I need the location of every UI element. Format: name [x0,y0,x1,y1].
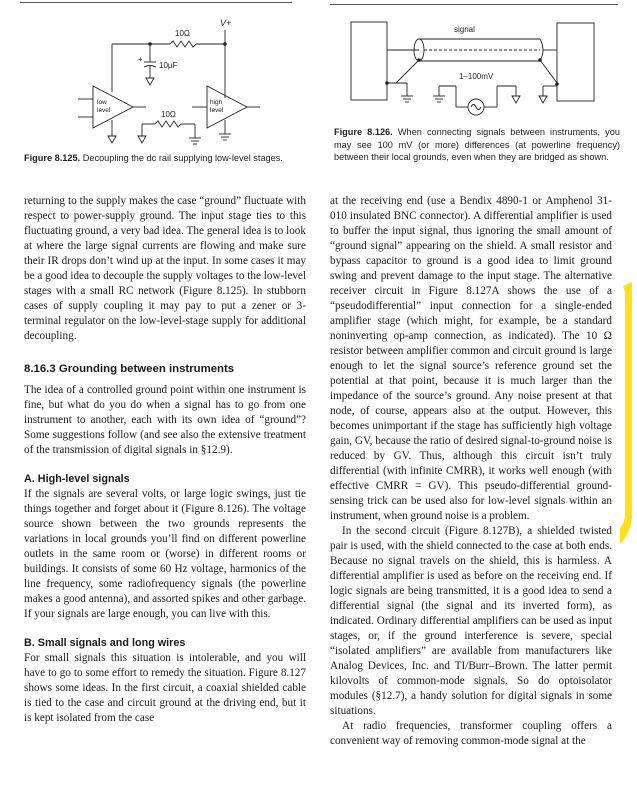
figure-8-126-caption [334,126,620,164]
subsection-heading-b: B. Small signals and long wires [24,637,186,649]
voltage-label: 1–100mV [459,72,494,81]
paragraph: For small signals this situation is intolerable, and you will have to go to some effort to remedy the situation. Figure 8.127 shows some ideas. In the first circuit, a coaxial shielded cable is tied to the case and circuit ground at the driving end, but it is kept isolated from the case [24,652,306,724]
figure-8-126 [340,14,600,120]
top-rule-left [20,2,292,3]
right-column [330,194,612,749]
figure-8-125-caption [24,152,314,165]
paragraph: returning to the supply makes the case “ground” fluctuate with respect to power-supply ground. The input stage ties to this fluctuating ground, a very bad idea. The general idea is to look at where the large signal currents are flowing and make sure their IR drops don’t wind up at the input. In some cases it may be a good idea to decouple the supply voltages to the low-level stages with a small RC network (Figure 8.125). In stubborn cases of supply coupling it may pay to put a zener or 3-terminal regulator on the low-level-stage supply for additional decoupling. [24,195,306,342]
resistor-bottom-label: 10Ω [161,110,176,119]
capacitor-label: 10µF [159,61,178,70]
figure-8-125 [60,10,280,150]
caption-number: Figure 8.126. [334,127,393,137]
caption-number: Figure 8.125. [24,153,81,163]
paragraph: At radio frequencies, transformer coupling offers a convenient way of removing common-mode signal at the [330,720,612,747]
node-dot [417,58,421,62]
node-dot [538,58,542,62]
node-dot [555,82,559,86]
node-dot [385,81,389,85]
low-amp-label-2: level [97,107,111,114]
highlighter-mark [620,278,633,548]
high-amp-label-1: high [210,99,223,106]
vplus-label: V+ [220,18,232,28]
signal-label: signal [454,25,475,34]
paragraph: The idea of a controlled ground point within one instrument is fine, but what do you do when a signal has to go from one instrument to another, each with its own idea of “ground”? Some suggestions follow (and see also the extensive treatment of the transmission of digital signals in §12.9). [24,384,306,456]
resistor-top-label: 10Ω [175,29,190,38]
section-heading: 8.16.3 Grounding between instruments [24,363,235,375]
caption-text: Decoupling the dc rail supplying low-level stages. [80,153,283,163]
figure-8-125-schematic [60,10,280,150]
caption-text: When connecting signals between instruments, you may see 100 mV (or more) differences (at powerline frequency) between their local grounds, even when they are bridged as shown. [334,127,620,163]
top-rule-right [330,4,618,5]
node-dot [148,42,152,46]
paragraph: In the second circuit (Figure 8.127B), a shielded twisted pair is used, with the shield connected to the case at both ends. Because no signal travels on the shield, this is harmless. A differential amplifier is used as before on the receiving end. If logic signals are being transmitted, it is a good idea to send a differential signal (the signal and its inverted form), as indicated. Ordinary differential amplifiers can be used as input stages, or, if the ground interference is severe, special “isolated amplifiers” are available from manufacturers like Analog Devices, Inc. and TI/Burr–Brown. The latter permit kilovolts of common-mode signals. So do optoisolator modules (§12.7), a handy solution for digital signals in some situations. [330,525,612,717]
node-dot [223,42,227,46]
left-column [24,194,306,726]
paragraph: at the receiving end (use a Bendix 4890-1 or Amphenol 31-010 insulated BNC connector). A differential amplifier is used to buffer the input signal, thus ignoring the small amount of “ground signal” appearing on the shield. A small resistor and bypass capacitor to ground is a good idea to limit ground swing and prevent damage to the input stage. The alternative receiver circuit in Figure 8.127A shows the use of a “pseudodifferential” input connection for a single-ended amplifier stage (which might, for example, be a standard noninverting op-amp connection, as indicated). The 10 Ω resistor between amplifier common and circuit ground is large enough to let the signal source’s reference ground set the potential at that point, because it is much larger than the impedance of the source’s ground. Any noise present at that node, of course, appears also at the output. However, this becomes unimportant if the stage has sufficiently high voltage gain, GV, because the ratio of desired signal-to-ground noise is reduced by GV. Thus, although this circuit isn’t truly differential (with infinite CMRR), it works well enough (with effective CMRR = GV). This pseudo-differential ground-sensing trick can be used also for low-level signals within an instrument, when ground noise is a problem. [330,195,612,522]
high-amp-label-2: level [210,107,224,114]
figure-8-126-schematic [340,14,600,120]
cap-plus-label: + [138,55,143,64]
low-amp-label-1: low [97,99,107,106]
paragraph: If the signals are several volts, or large logic swings, just tie things together and forget about it (Figure 8.126). The voltage source shown between the two grounds represents the variations in local grounds you’ll find on different powerline outlets in the same room or (worse) in different rooms or buildings. It consists of some 60 Hz voltage, harmonics of the line frequency, some radiofrequency signals (the powerline makes a good antenna), and assorted spikes and other garbage. If your signals are large enough, you can live with this. [24,488,306,620]
subsection-heading-a: A. High-level signals [24,473,130,485]
